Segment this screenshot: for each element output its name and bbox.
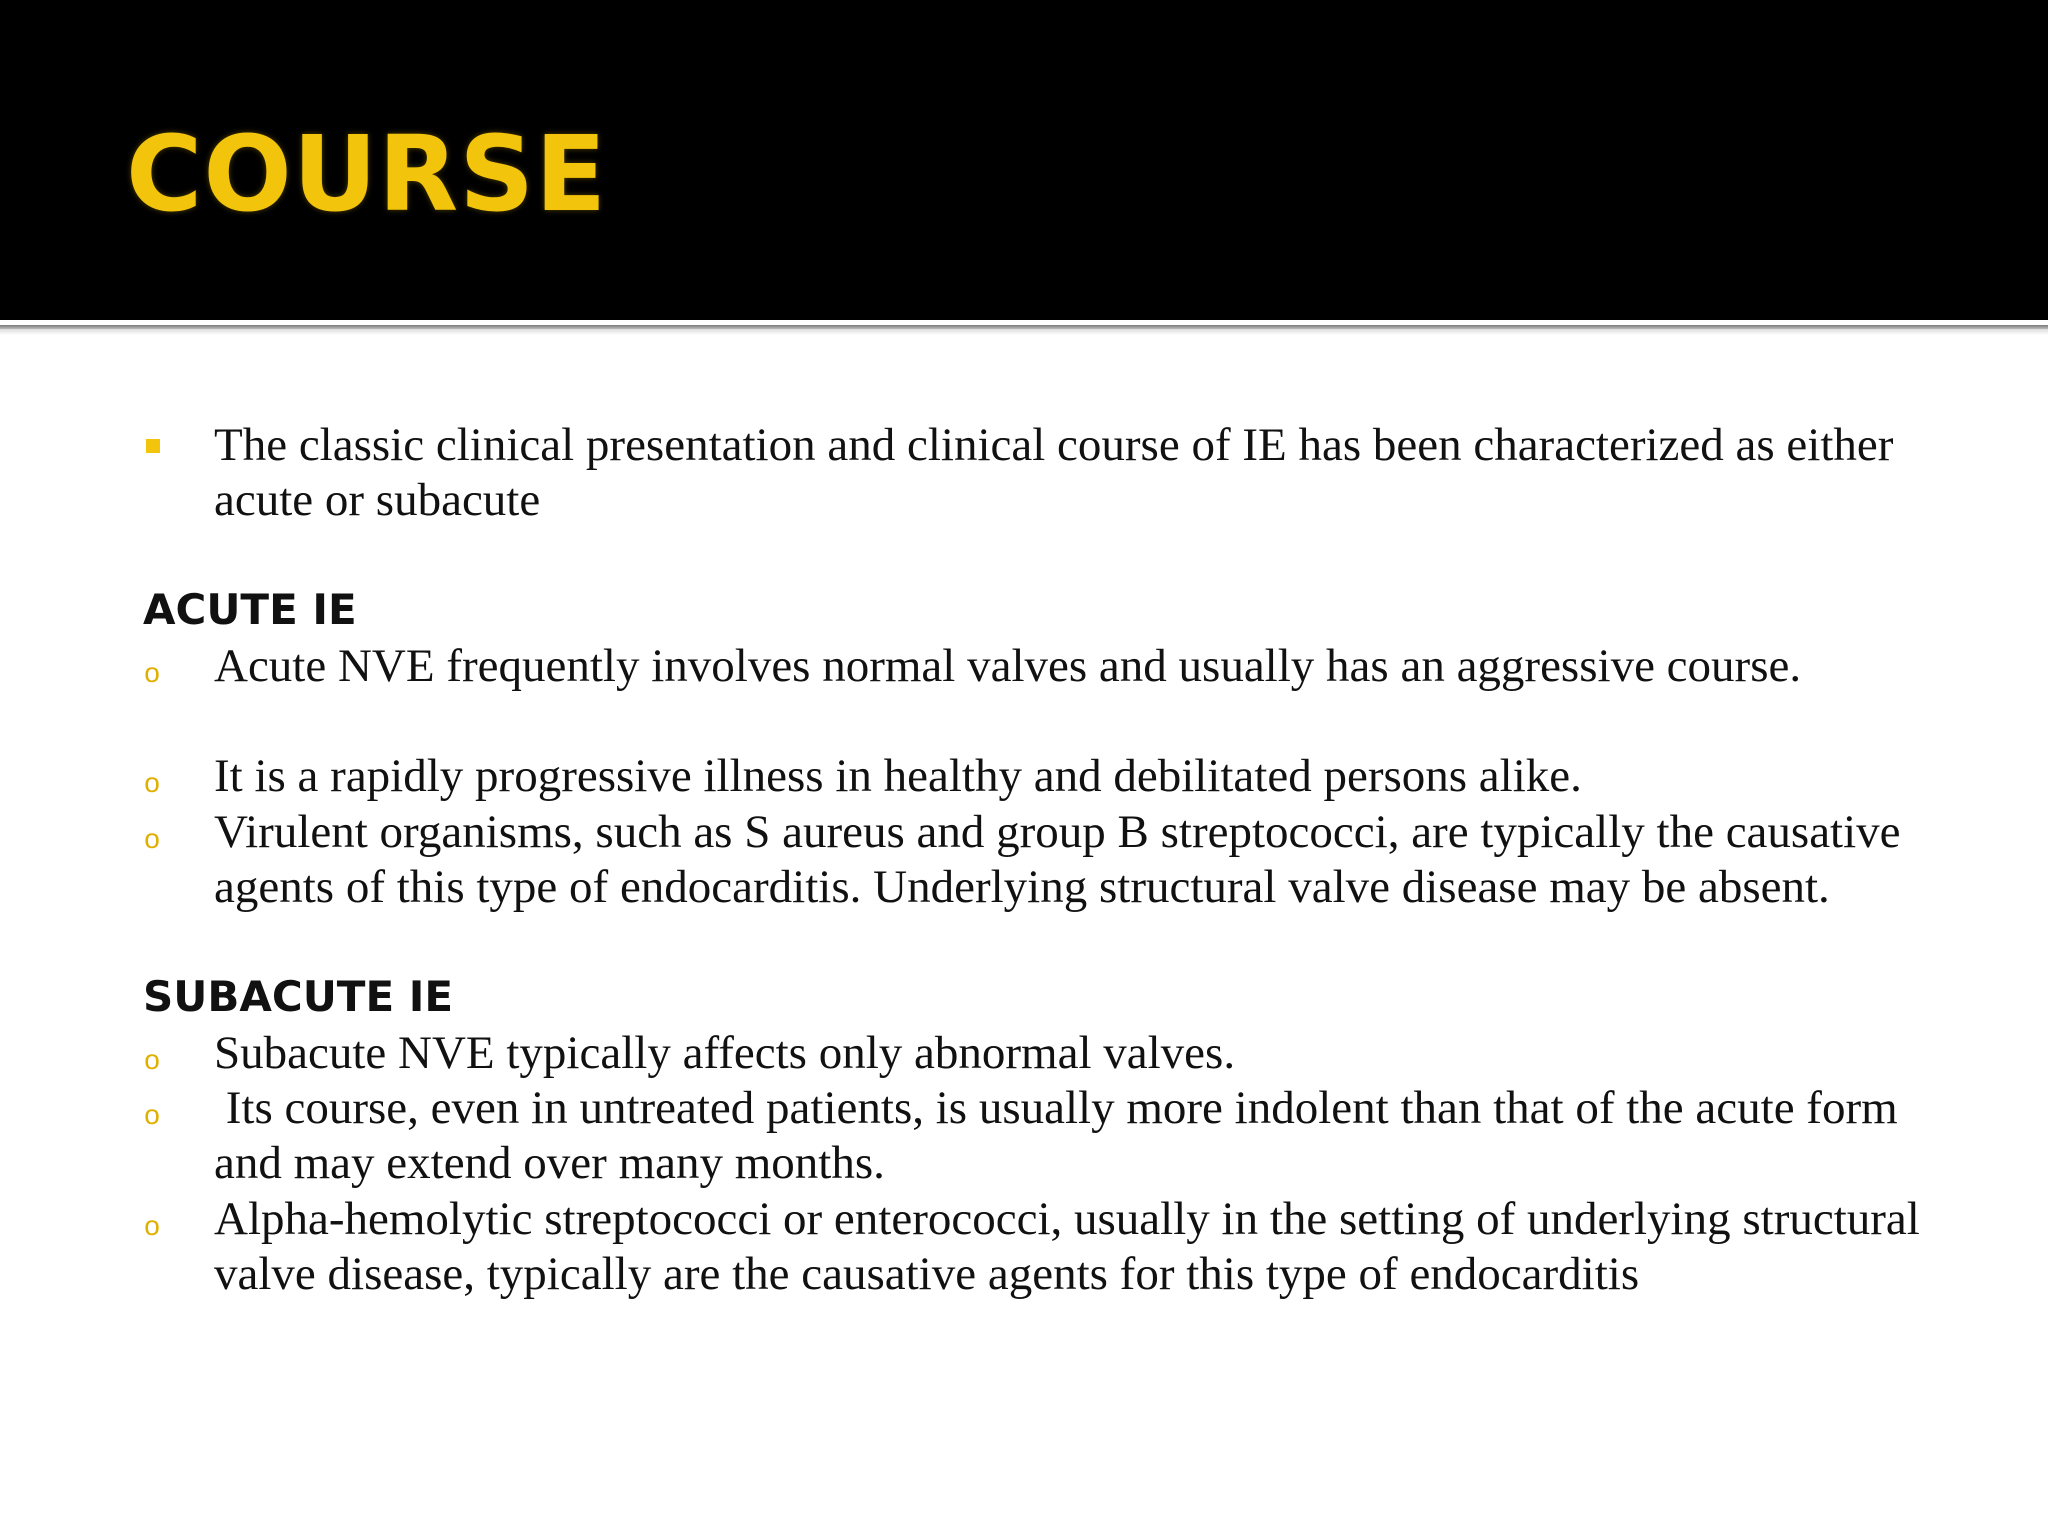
list-item-subacute-3: Alpha-hemolytic streptococci or enterococci, usually in the setting of underlying structural valve disease, typically are the causative agents for this type of endocarditis: [214, 1193, 1920, 1300]
circle-bullet-icon: o: [144, 1099, 160, 1130]
slide-title: COURSE: [126, 113, 608, 235]
square-bullet-icon: [146, 439, 160, 453]
circle-bullet-icon: o: [144, 657, 160, 688]
list-item-acute-2: It is a rapidly progressive illness in healthy and debilitated persons alike.: [214, 750, 1582, 802]
list-item-subacute-1: Subacute NVE typically affects only abnormal valves.: [214, 1027, 1236, 1079]
section-heading-acute: ACUTE IE: [143, 585, 357, 634]
circle-bullet-icon: o: [144, 1044, 160, 1075]
circle-bullet-icon: o: [144, 1210, 160, 1241]
header-band: [0, 0, 2048, 320]
list-item-acute-3: Virulent organisms, such as S aureus and group B streptococci, are typically the causative agents of this type of endocarditis. Underlying structural valve disease may be absent.: [214, 806, 1901, 913]
section-heading-subacute: SUBACUTE IE: [143, 972, 454, 1021]
circle-bullet-icon: o: [144, 823, 160, 854]
header-divider-fade: [0, 329, 2048, 335]
circle-bullet-icon: o: [144, 767, 160, 798]
list-item-subacute-2: Its course, even in untreated patients, is usually more indolent than that of the acute form and may extend over many months.: [214, 1082, 1910, 1189]
list-item-acute-1: Acute NVE frequently involves normal valves and usually has an aggressive course.: [214, 640, 1802, 692]
intro-text: The classic clinical presentation and clinical course of IE has been characterized as either acute or subacute: [214, 419, 1894, 526]
